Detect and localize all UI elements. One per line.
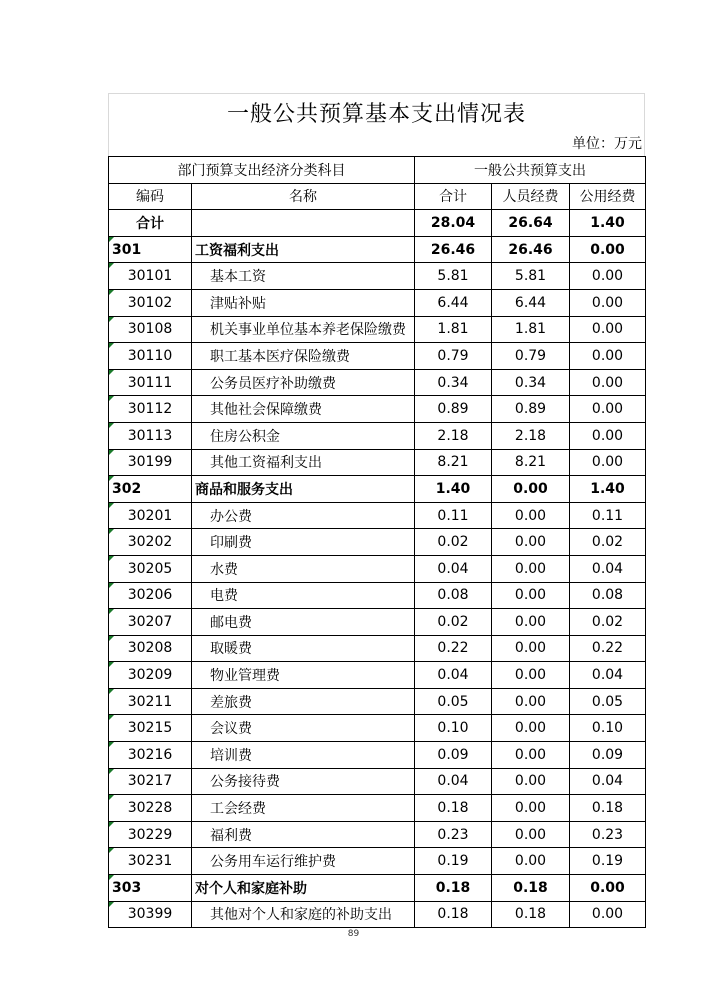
row-total: 0.18 [415,901,492,928]
header-column-row [109,183,646,210]
table-row [109,369,646,396]
table-row [109,555,646,582]
header-group-left: 部门预算支出经济分类科目 [109,157,415,184]
row-personnel: 0.00 [492,662,570,689]
table-row [109,742,646,769]
row-public: 0.23 [570,821,646,848]
table-title: 一般公共预算基本支出情况表 [108,93,645,130]
row-public: 0.18 [570,795,646,822]
row-total: 26.46 [415,236,492,263]
total-row [109,210,646,237]
table-row [109,875,646,902]
row-personnel: 0.89 [492,396,570,423]
row-total: 0.79 [415,343,492,370]
row-code: 30112 [109,396,192,423]
row-code: 30113 [109,422,192,449]
header-group-row [109,157,646,184]
row-code: 30217 [109,768,192,795]
row-public: 0.19 [570,848,646,875]
table-row [109,343,646,370]
row-public: 0.22 [570,635,646,662]
row-total: 0.18 [415,875,492,902]
row-personnel: 2.18 [492,422,570,449]
row-personnel: 0.00 [492,529,570,556]
table-row [109,715,646,742]
header-name: 名称 [192,183,415,210]
unit-label: 单位：万元 [108,130,645,156]
row-public: 0.08 [570,582,646,609]
row-code: 30206 [109,582,192,609]
row-name: 基本工资 [192,263,415,290]
row-total: 1.81 [415,316,492,343]
row-code: 302 [109,476,192,503]
header-code: 编码 [109,183,192,210]
row-public: 0.02 [570,609,646,636]
header-group-right: 一般公共预算支出 [415,157,646,184]
row-total: 0.08 [415,582,492,609]
row-code: 301 [109,236,192,263]
table-row [109,635,646,662]
row-code: 30205 [109,555,192,582]
row-total: 2.18 [415,422,492,449]
row-public: 0.00 [570,236,646,263]
table-row [109,263,646,290]
table-row [109,476,646,503]
row-total: 0.04 [415,555,492,582]
row-name: 物业管理费 [192,662,415,689]
row-code: 30108 [109,316,192,343]
table-row [109,529,646,556]
row-code: 303 [109,875,192,902]
table-body [109,210,646,928]
row-public: 0.00 [570,263,646,290]
row-public: 1.40 [570,476,646,503]
table-row [109,688,646,715]
row-personnel: 0.00 [492,715,570,742]
row-code: 30228 [109,795,192,822]
row-personnel: 26.46 [492,236,570,263]
row-public: 0.04 [570,662,646,689]
row-personnel: 0.00 [492,609,570,636]
row-public: 0.00 [570,316,646,343]
row-total: 0.19 [415,848,492,875]
table-row [109,662,646,689]
row-total: 28.04 [415,210,492,237]
row-code: 30229 [109,821,192,848]
row-name: 机关事业单位基本养老保险缴费 [192,316,415,343]
row-total: 0.05 [415,688,492,715]
row-name: 工会经费 [192,795,415,822]
row-public: 0.04 [570,555,646,582]
row-total: 0.11 [415,502,492,529]
row-public: 0.11 [570,502,646,529]
row-total: 1.40 [415,476,492,503]
table-row [109,582,646,609]
row-personnel: 26.64 [492,210,570,237]
row-code: 30102 [109,289,192,316]
row-name: 商品和服务支出 [192,476,415,503]
table-row [109,901,646,928]
row-total: 0.04 [415,768,492,795]
row-public: 0.00 [570,369,646,396]
table-row [109,316,646,343]
row-code: 30399 [109,901,192,928]
row-personnel: 0.00 [492,742,570,769]
row-total: 5.81 [415,263,492,290]
row-name: 印刷费 [192,529,415,556]
row-total: 0.23 [415,821,492,848]
table-row [109,236,646,263]
row-code: 30209 [109,662,192,689]
row-name: 公务员医疗补助缴费 [192,369,415,396]
row-total: 0.89 [415,396,492,423]
row-name: 会议费 [192,715,415,742]
table-row [109,396,646,423]
row-personnel: 0.00 [492,635,570,662]
row-name: 培训费 [192,742,415,769]
row-total: 0.09 [415,742,492,769]
row-name: 其他工资福利支出 [192,449,415,476]
row-name: 取暖费 [192,635,415,662]
row-name: 对个人和家庭补助 [192,875,415,902]
page-number: 89 [347,929,360,939]
row-personnel: 0.00 [492,582,570,609]
table-row [109,289,646,316]
table-row [109,449,646,476]
row-personnel: 5.81 [492,263,570,290]
row-name: 住房公积金 [192,422,415,449]
row-total: 8.21 [415,449,492,476]
row-name: 公务接待费 [192,768,415,795]
row-name: 公务用车运行维护费 [192,848,415,875]
row-code: 30215 [109,715,192,742]
row-personnel: 0.00 [492,688,570,715]
row-total: 0.02 [415,609,492,636]
header-total: 合计 [415,183,492,210]
table-row [109,502,646,529]
row-personnel: 0.00 [492,795,570,822]
row-personnel: 0.00 [492,555,570,582]
row-code: 30111 [109,369,192,396]
row-total: 0.34 [415,369,492,396]
row-public: 0.00 [570,422,646,449]
row-code: 30110 [109,343,192,370]
row-total: 0.18 [415,795,492,822]
row-personnel: 0.18 [492,901,570,928]
row-code: 30207 [109,609,192,636]
row-public: 0.00 [570,875,646,902]
row-total: 0.04 [415,662,492,689]
header-public: 公用经费 [570,183,646,210]
row-name: 办公费 [192,502,415,529]
row-code: 30231 [109,848,192,875]
table-row [109,795,646,822]
row-public: 0.00 [570,343,646,370]
budget-sheet [108,93,645,928]
row-public: 0.00 [570,901,646,928]
row-name: 电费 [192,582,415,609]
row-code: 30202 [109,529,192,556]
row-public: 1.40 [570,210,646,237]
row-public: 0.00 [570,289,646,316]
row-name: 职工基本医疗保险缴费 [192,343,415,370]
row-total: 0.22 [415,635,492,662]
header-personnel: 人员经费 [492,183,570,210]
row-code: 合计 [109,210,192,237]
row-name: 水费 [192,555,415,582]
table-row [109,609,646,636]
row-personnel: 0.00 [492,768,570,795]
row-public: 0.05 [570,688,646,715]
row-name: 差旅费 [192,688,415,715]
row-personnel: 6.44 [492,289,570,316]
row-personnel: 0.18 [492,875,570,902]
row-name: 津贴补贴 [192,289,415,316]
row-personnel: 0.00 [492,502,570,529]
row-personnel: 0.34 [492,369,570,396]
row-public: 0.04 [570,768,646,795]
row-code: 30216 [109,742,192,769]
row-name: 其他对个人和家庭的补助支出 [192,901,415,928]
row-personnel: 0.00 [492,848,570,875]
expenditure-table [108,156,646,928]
row-name: 工资福利支出 [192,236,415,263]
row-code: 30101 [109,263,192,290]
row-code: 30201 [109,502,192,529]
row-code: 30199 [109,449,192,476]
row-public: 0.10 [570,715,646,742]
row-name: 邮电费 [192,609,415,636]
row-public: 0.00 [570,449,646,476]
table-row [109,768,646,795]
row-public: 0.02 [570,529,646,556]
row-public: 0.09 [570,742,646,769]
row-total: 0.02 [415,529,492,556]
row-personnel: 8.21 [492,449,570,476]
row-name [192,210,415,237]
row-code: 30211 [109,688,192,715]
row-code: 30208 [109,635,192,662]
row-personnel: 1.81 [492,316,570,343]
row-total: 6.44 [415,289,492,316]
table-row [109,821,646,848]
table-row [109,848,646,875]
row-personnel: 0.00 [492,476,570,503]
row-name: 其他社会保障缴费 [192,396,415,423]
row-personnel: 0.00 [492,821,570,848]
row-total: 0.10 [415,715,492,742]
table-row [109,422,646,449]
row-personnel: 0.79 [492,343,570,370]
row-name: 福利费 [192,821,415,848]
row-public: 0.00 [570,396,646,423]
